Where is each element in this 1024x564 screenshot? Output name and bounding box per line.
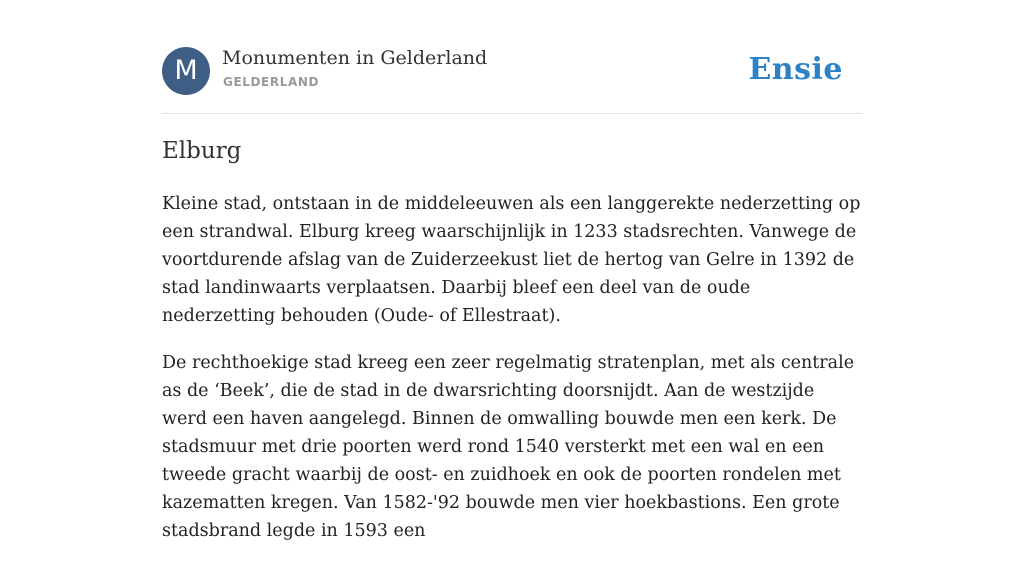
article-paragraph: Kleine stad, ontstaan in de middeleeuwen als een langgerekte nederzetting op een strandwal. Elburg kreeg waarschijnlijk in 1233 stadsrechten. Vanwege de voortdurende afslag van de Zuiderzeekust liet de hertog van Gelre in 1392 de stad landinwaarts verplaatsen. Daarbij bleef een deel van de oude nederzetting behouden (Oude- of Ellestraat). xyxy=(162,194,861,326)
header-divider xyxy=(162,113,862,114)
article-paragraph: De rechthoekige stad kreeg een zeer regelmatig stratenplan, met als centrale as de ‘Beek’, die de stad in de dwarsrichting doorsnijdt. Aan de westzijde werd een haven aangelegd. Binnen de omwalling bouwde men een kerk. De stadsmuur met drie poorten werd rond 1540 versterkt met een wal en een tweede gracht waarbij de oost- en zuidhoek en ook de poorten rondelen met kazematten kregen. Van 1582-'92 bouwde men vier hoekbastions. Een grote stadsbrand legde in 1593 een xyxy=(162,353,855,541)
header xyxy=(162,46,862,96)
source-title[interactable]: Monumenten in Gelderland xyxy=(222,47,488,69)
article-body xyxy=(162,190,862,564)
source-category[interactable]: GELDERLAND xyxy=(223,75,320,89)
article-heading: Elburg xyxy=(162,138,242,164)
avatar[interactable]: M xyxy=(162,47,210,95)
ensie-logo[interactable]: Ensie xyxy=(748,52,843,87)
